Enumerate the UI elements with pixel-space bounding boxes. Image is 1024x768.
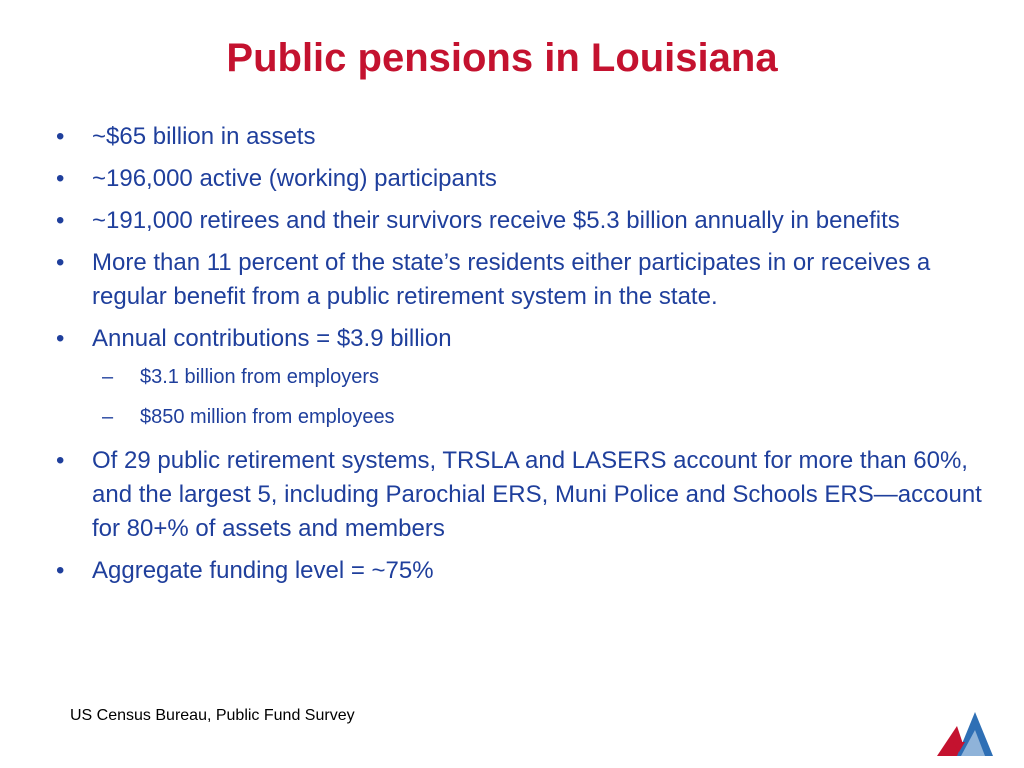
list-item — [56, 120, 986, 154]
bullet-icon: • — [56, 447, 65, 474]
list-item — [56, 246, 986, 314]
dash-icon: – — [102, 366, 114, 388]
sub-bullet-text: $3.1 billion from employers — [140, 366, 379, 388]
list-item — [56, 554, 986, 588]
sub-list-item — [56, 402, 986, 432]
bullet-text: More than 11 percent of the state’s residents either participates in or receives a regular benefit from a public retirement system in the state. — [92, 249, 931, 310]
bullet-icon: • — [56, 123, 65, 150]
bullet-text: ~196,000 active (working) participants — [92, 165, 497, 192]
bullet-text: Aggregate funding level = ~75% — [92, 557, 434, 584]
list-item — [56, 322, 986, 356]
list-item — [56, 444, 986, 546]
bullet-icon: • — [56, 557, 65, 584]
bullet-icon: • — [56, 207, 65, 234]
bullet-text: Of 29 public retirement systems, TRSLA and LASERS account for more than 60%, and the largest 5, including Parochial ERS, Muni Police and Schools ERS—account for 80+% of assets and members — [92, 447, 982, 542]
list-item — [56, 162, 986, 196]
source-citation: US Census Bureau, Public Fund Survey — [70, 707, 355, 724]
bullet-text: Annual contributions = $3.9 billion — [92, 325, 452, 352]
triangle-logo-icon — [935, 708, 995, 760]
bullet-text: ~$65 billion in assets — [92, 123, 316, 150]
bullet-icon: • — [56, 249, 65, 276]
bullet-icon: • — [56, 165, 65, 192]
list-item — [56, 204, 986, 238]
bullet-text: ~191,000 retirees and their survivors receive $5.3 billion annually in benefits — [92, 207, 900, 234]
bullet-list — [56, 120, 986, 596]
sub-bullet-text: $850 million from employees — [140, 406, 395, 428]
bullet-icon: • — [56, 325, 65, 352]
page-title: Public pensions in Louisiana — [226, 36, 778, 80]
sub-list-item — [56, 362, 986, 392]
dash-icon: – — [102, 406, 114, 428]
